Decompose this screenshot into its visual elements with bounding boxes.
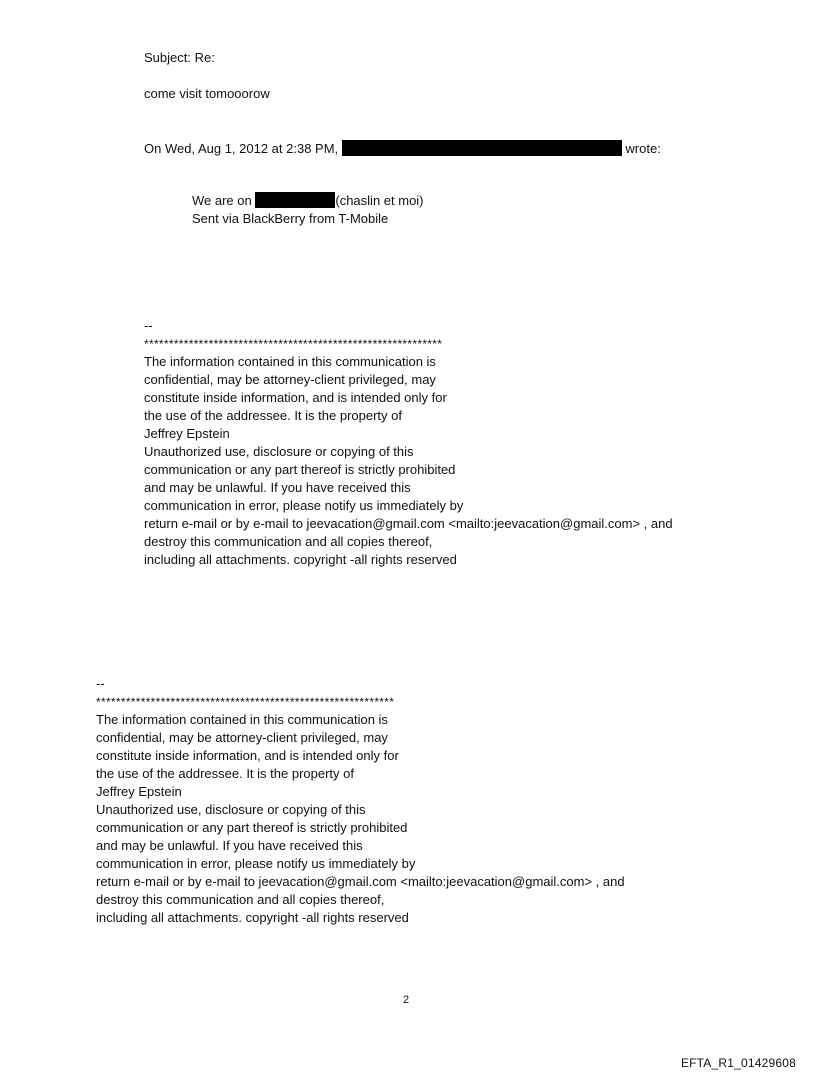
- quote-header-prefix: On Wed, Aug 1, 2012 at 2:38 PM,: [144, 141, 339, 156]
- disclaimer-line: communication or any part thereof is strictly prohibited: [96, 820, 408, 835]
- redaction-bar: [255, 192, 335, 208]
- disclaimer-line: and may be unlawful. If you have received this: [96, 838, 363, 853]
- disclaimer-outer: [96, 675, 625, 927]
- separator: --: [144, 318, 153, 333]
- disclaimer-line: constitute inside information, and is intended only for: [144, 390, 447, 405]
- quote-header: [144, 140, 661, 158]
- quoted-line-1-prefix: We are on: [192, 193, 252, 208]
- disclaimer-line: The information contained in this communication is: [144, 354, 436, 369]
- disclaimer-line: Jeffrey Epstein: [144, 426, 230, 441]
- disclaimer-line: Unauthorized use, disclosure or copying of this: [96, 802, 366, 817]
- disclaimer-line: including all attachments. copyright -all rights reserved: [96, 910, 409, 925]
- disclaimer-line: constitute inside information, and is intended only for: [96, 748, 399, 763]
- quoted-line-1: [192, 192, 424, 210]
- disclaimer-line: and may be unlawful. If you have received this: [144, 480, 411, 495]
- disclaimer-line: communication in error, please notify us immediately by: [144, 498, 464, 513]
- disclaimer-line: communication in error, please notify us immediately by: [96, 856, 416, 871]
- disclaimer-line: confidential, may be attorney-client privileged, may: [96, 730, 388, 745]
- disclaimer-line: the use of the addressee. It is the property of: [144, 408, 402, 423]
- disclaimer-line: destroy this communication and all copies thereof,: [96, 892, 385, 907]
- disclaimer-line: return e-mail or by e-mail to jeevacation@gmail.com <mailto:jeevacation@gmail.com> , and: [144, 516, 673, 531]
- page-number: 2: [403, 994, 410, 1006]
- disclaimer-line: communication or any part thereof is strictly prohibited: [144, 462, 456, 477]
- disclaimer-line: Jeffrey Epstein: [96, 784, 182, 799]
- disclaimer-line: destroy this communication and all copies thereof,: [144, 534, 433, 549]
- document-id: EFTA_R1_01429608: [680, 1056, 796, 1070]
- disclaimer-inner: [144, 317, 673, 569]
- disclaimer-line: The information contained in this communication is: [96, 712, 388, 727]
- quoted-line-2: Sent via BlackBerry from T-Mobile: [192, 211, 389, 226]
- disclaimer-line: confidential, may be attorney-client privileged, may: [144, 372, 436, 387]
- disclaimer-line: the use of the addressee. It is the property of: [96, 766, 354, 781]
- redaction-bar: [342, 140, 622, 156]
- email-subject: Subject: Re:: [144, 50, 215, 65]
- quoted-line-1-suffix: (chaslin et moi): [335, 193, 424, 208]
- stars-divider: ************************************************************: [96, 695, 395, 709]
- disclaimer-line: return e-mail or by e-mail to jeevacation@gmail.com <mailto:jeevacation@gmail.com> , and: [96, 874, 625, 889]
- email-body: come visit tomooorow: [144, 86, 270, 101]
- stars-divider: ************************************************************: [144, 337, 443, 351]
- quote-header-suffix: wrote:: [625, 141, 661, 156]
- disclaimer-line: including all attachments. copyright -all rights reserved: [144, 552, 457, 567]
- separator: --: [96, 676, 105, 691]
- disclaimer-line: Unauthorized use, disclosure or copying of this: [144, 444, 414, 459]
